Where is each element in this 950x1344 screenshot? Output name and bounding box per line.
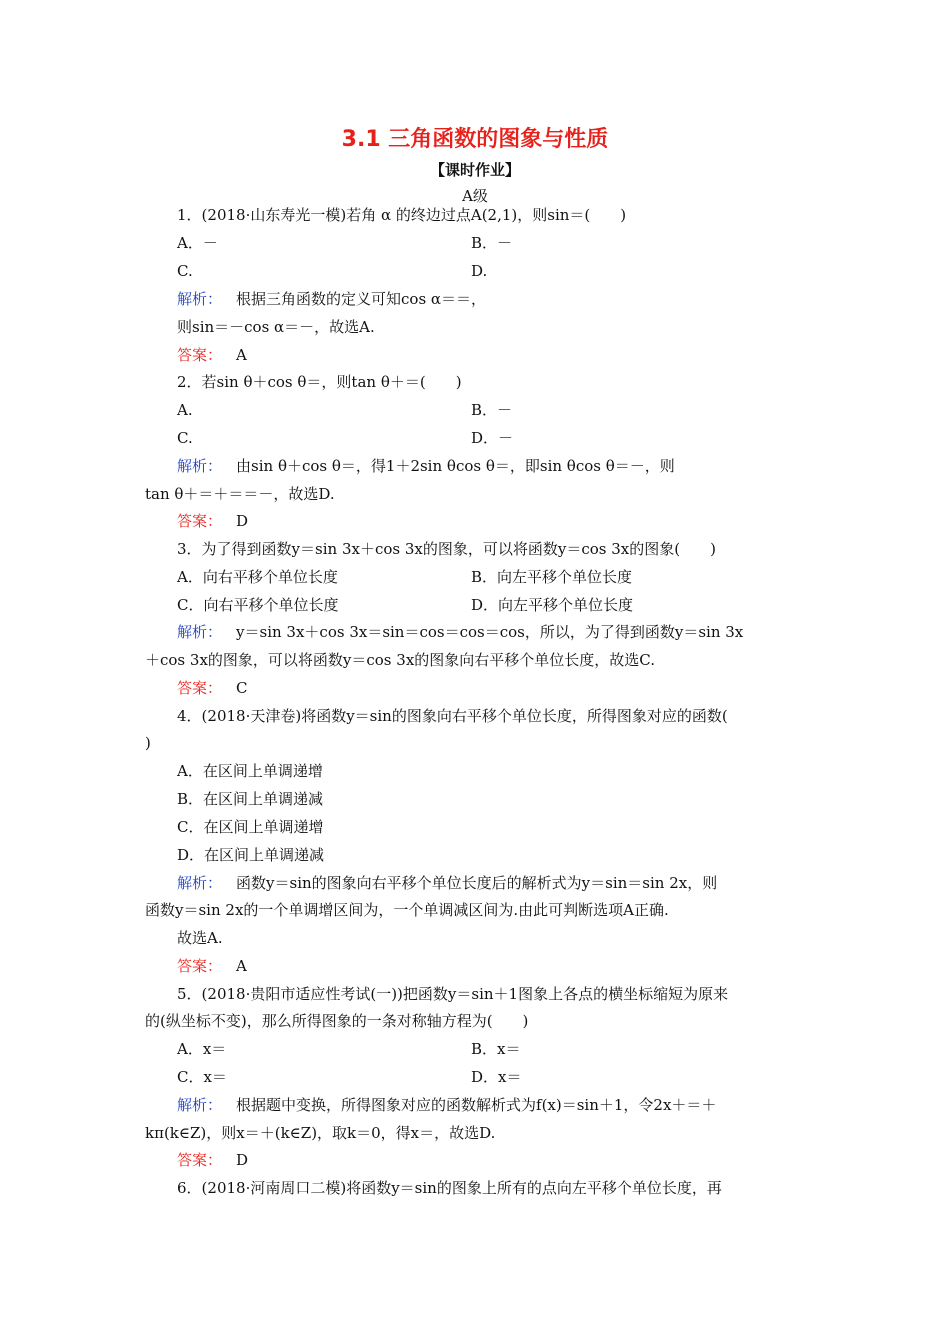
q1-analysis (177, 289, 486, 309)
q5-analysis-line2: kπ(k∈Z)，则x＝＋(k∈Z)，取k＝0，得x＝，故选D. (145, 1124, 496, 1142)
q2-stem: 2．若sin θ＋cos θ＝，则tan θ＋＝( ) (177, 373, 462, 391)
q2-option-a: A. (177, 401, 193, 419)
q4-option-b: B．在区间上单调递减 (177, 790, 324, 808)
q2-analysis (177, 456, 675, 476)
q1-analysis-line1: 根据三角函数的定义可知cos α＝＝， (236, 290, 487, 308)
q2-answer (177, 511, 248, 531)
q5-stem-line2: 的(纵坐标不变)，那么所得图象的一条对称轴方程为( ) (145, 1012, 529, 1030)
answer-label: 答案： (177, 512, 223, 530)
q4-analysis-line1: 函数y＝sin的图象向右平移个单位长度后的解析式为y＝sin＝sin 2x，则 (236, 874, 718, 892)
level-heading: A级 (462, 187, 488, 205)
section-subtitle: 【课时作业】 (429, 161, 520, 179)
q2-answer-value: D (236, 512, 249, 530)
q5-stem: 5．(2018·贵阳市适应性考试(一))把函数y＝sin＋1图象上各点的横坐标缩短为原来 (177, 985, 729, 1003)
q4-analysis-line2: 函数y＝sin 2x的一个单调增区间为，一个单调减区间为.由此可判断选项A正确. (145, 901, 669, 919)
q5-analysis (177, 1095, 716, 1115)
analysis-label: 解析： (177, 457, 223, 475)
answer-label: 答案： (177, 679, 223, 697)
q4-option-d: D．在区间上单调递减 (177, 846, 325, 864)
q3-option-a: A．向右平移个单位长度 (177, 568, 338, 586)
answer-label: 答案： (177, 957, 223, 975)
q4-analysis (177, 873, 717, 893)
q3-option-b: B．向左平移个单位长度 (471, 568, 633, 586)
q1-option-c: C. (177, 262, 193, 280)
q4-stem-line2: ) (145, 734, 151, 752)
q3-answer-value: C (236, 679, 248, 697)
q2-analysis-line2: tan θ＋＝＋＝＝－，故选D. (145, 485, 335, 503)
q1-answer-value: A (236, 346, 247, 364)
q4-answer-value: A (236, 957, 247, 975)
q1-analysis-line2: 则sin＝－cos α＝－，故选A. (177, 318, 375, 336)
q5-analysis-line1: 根据题中变换，所得图象对应的函数解析式为f(x)＝sin＋1，令2x＋＝＋ (236, 1096, 717, 1114)
q3-option-d: D．向左平移个单位长度 (471, 596, 634, 614)
analysis-label: 解析： (177, 874, 223, 892)
q5-option-d: D．x＝ (471, 1068, 522, 1086)
q4-analysis-line3: 故选A. (177, 929, 223, 947)
analysis-label: 解析： (177, 623, 223, 641)
q1-option-d: D. (471, 262, 488, 280)
q1-answer (177, 345, 247, 365)
analysis-label: 解析： (177, 1096, 223, 1114)
q5-option-b: B．x＝ (471, 1040, 521, 1058)
q5-answer-value: D (236, 1151, 249, 1169)
q5-option-a: A．x＝ (177, 1040, 227, 1058)
analysis-label: 解析： (177, 290, 223, 308)
q5-answer (177, 1150, 248, 1170)
q1-stem: 1．(2018·山东寿光一模)若角 α 的终边过点A(2,1)，则sin＝( ) (177, 206, 627, 224)
q4-stem: 4．(2018·天津卷)将函数y＝sin的图象向右平移个单位长度，所得图象对应的函数( (177, 707, 728, 725)
q1-option-a: A．－ (177, 234, 218, 252)
q5-option-c: C．x＝ (177, 1068, 227, 1086)
q2-analysis-line1: 由sin θ＋cos θ＝，得1＋2sin θcos θ＝，即sin θcos θ＝－，则 (236, 457, 675, 475)
page-title: 3.1 三角函数的图象与性质 (341, 127, 609, 152)
q4-option-a: A．在区间上单调递增 (177, 762, 323, 780)
q2-option-d: D．－ (471, 429, 514, 447)
q3-analysis (177, 622, 743, 642)
answer-label: 答案： (177, 346, 223, 364)
q2-option-b: B．－ (471, 401, 513, 419)
q3-option-c: C．向右平移个单位长度 (177, 596, 339, 614)
q2-option-c: C. (177, 429, 193, 447)
q4-option-c: C．在区间上单调递增 (177, 818, 324, 836)
q4-answer (177, 956, 247, 976)
q3-answer (177, 678, 248, 698)
q3-analysis-line1: y＝sin 3x＋cos 3x＝sin＝cos＝cos＝cos，所以，为了得到函数y＝sin 3x (236, 623, 744, 641)
q3-analysis-line2: ＋cos 3x的图象，可以将函数y＝cos 3x的图象向右平移个单位长度，故选C. (145, 651, 655, 669)
q1-option-b: B．－ (471, 234, 513, 252)
q6-stem: 6．(2018·河南周口二模)将函数y＝sin的图象上所有的点向左平移个单位长度，再 (177, 1179, 722, 1197)
answer-label: 答案： (177, 1151, 223, 1169)
q3-stem: 3．为了得到函数y＝sin 3x＋cos 3x的图象，可以将函数y＝cos 3x的图象( ) (177, 540, 716, 558)
